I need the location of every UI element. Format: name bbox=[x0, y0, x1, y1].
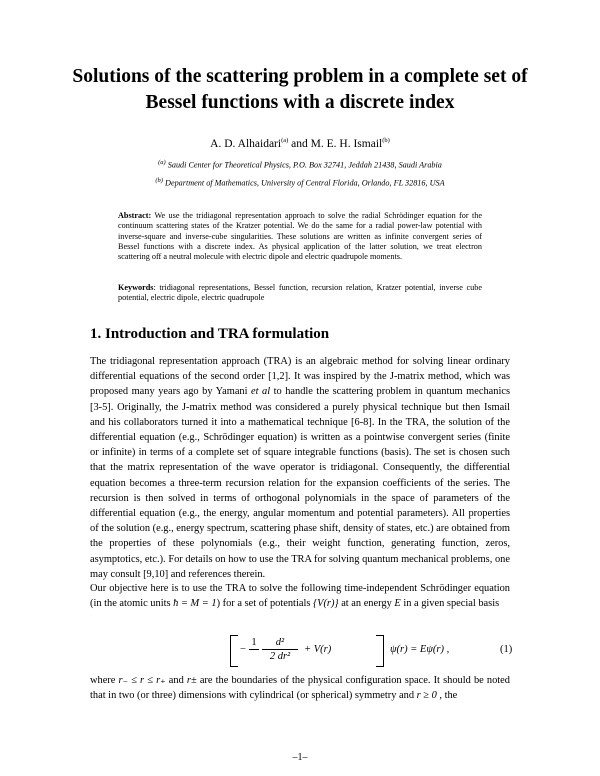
potential-set: {V(r)} bbox=[312, 598, 339, 610]
paragraph-2-text-b: ) for a set of potentials bbox=[216, 598, 313, 610]
author-1-mark: (a) bbox=[281, 137, 289, 144]
atomic-units: ħ = M = 1 bbox=[173, 598, 217, 610]
paragraph-3-text-b: and bbox=[165, 675, 187, 686]
paragraph-1-text-a: The tridiagonal representation approach (TRA) is an algebraic method for solving linear ordinary differential equations of the second order [1,2]. It was inspired by the J-matrix method, which was proposed many years ago by Yamani bbox=[90, 356, 510, 398]
affiliation-b-mark: (b) bbox=[155, 177, 163, 184]
energy-symbol: E bbox=[394, 598, 401, 610]
paragraph-2 bbox=[90, 581, 510, 611]
affiliation-b-text: Department of Mathematics, University of Central Florida, Orlando, FL 32816, USA bbox=[165, 178, 445, 188]
boundary-symbol: r± bbox=[186, 675, 197, 686]
affiliation-a-mark: (a) bbox=[158, 159, 166, 166]
eq-frac-d2-den: 2 dr² bbox=[269, 651, 291, 662]
keywords bbox=[118, 283, 482, 304]
eq-minus: − bbox=[240, 644, 246, 655]
equation-1 bbox=[230, 633, 530, 669]
paragraph-2-text-d: in a given special basis bbox=[400, 598, 500, 610]
author-1: A. D. Alhaidari bbox=[210, 137, 282, 150]
paragraph-3-text-c: are the boundaries of the physical configuration space. It should be noted that in two (or three) dimensions with cylindrical (or spherical) symmetry and bbox=[90, 675, 510, 702]
page-number: –1– bbox=[292, 752, 308, 763]
paper-title: Solutions of the scattering problem in a complete set of Bessel functions with a discrete index bbox=[72, 66, 528, 113]
paragraph-3 bbox=[90, 673, 510, 703]
section-heading: 1. Introduction and TRA formulation bbox=[90, 326, 330, 342]
author-2-mark: (b) bbox=[382, 137, 390, 144]
paragraph-2-text-a: Our objective here is to use the TRA to solve the following time-independent Schrödinger equation (in the atomic units bbox=[90, 583, 510, 610]
radial-condition: r ≥ 0 bbox=[416, 690, 437, 702]
left-bracket bbox=[230, 635, 238, 667]
abstract bbox=[118, 211, 482, 262]
eq-potential: + V(r) bbox=[304, 644, 332, 655]
abstract-text: We use the tridiagonal representation approach to solve the radial Schrödinger equation for the continuum scattering states of the Kratzer potential. We do the same for a radial power-law potential with inverse-square and inverse-cube singularities. These solutions are written as infinite convergent series of Bessel functions with a discrete index. As physical application of the latter solution, we treat electron scattering off a neutral molecule with electric dipole and electric quadrupole moments. bbox=[118, 211, 482, 262]
author-line bbox=[0, 137, 600, 150]
paragraph-1-etal: et al bbox=[251, 386, 271, 398]
paragraph-1 bbox=[90, 354, 510, 582]
author-and: and bbox=[288, 137, 311, 150]
keywords-label: Keywords bbox=[118, 283, 154, 292]
eq-frac-d2-num: d² bbox=[262, 636, 298, 650]
equation-number: (1) bbox=[500, 644, 513, 655]
eq-frac-half-num: 1 bbox=[249, 636, 259, 650]
affiliation-a bbox=[0, 159, 600, 170]
eq-frac-d2 bbox=[262, 636, 298, 663]
paragraph-3-text-a: where bbox=[90, 675, 119, 686]
paragraph-2-text-c: at an energy bbox=[338, 598, 395, 610]
author-2: M. E. H. Ismail bbox=[310, 137, 383, 150]
eq-frac-half bbox=[249, 636, 259, 650]
configuration-range: r₋ ≤ r ≤ r₊ bbox=[118, 675, 166, 686]
paragraph-3-text-d: , the bbox=[436, 690, 458, 702]
abstract-label: Abstract: bbox=[118, 211, 152, 220]
eq-rhs: ψ(r) = Eψ(r) , bbox=[390, 644, 450, 655]
right-bracket bbox=[376, 635, 384, 667]
keywords-text: : tridiagonal representations, Bessel function, recursion relation, Kratzer potential, inverse cube potential, electric dipole, electric quadrupole bbox=[118, 283, 482, 303]
affiliation-a-text: Saudi Center for Theoretical Physics, P.O. Box 32741, Jeddah 21438, Saudi Arabia bbox=[167, 160, 442, 170]
paragraph-1-text-b: to handle the scattering problem in quantum mechanics [3-5]. Originally, the J-matrix method was considered a purely physical technique but then Ismail and his collaborators turned it into a mathematical technique [6-8]. In the TRA, the solution of the differential equation (e.g., Schrödinger equation) is written as a pointwise convergent series (finite or infinite) in terms of a complete set of square integrable functions (basis). The set is chosen such that the matrix representation of the wave operator is tridiagonal. Consequently, the differential equation becomes a three-term recursion relation for the expansion coefficients of the series. The recursion is then solved in terms of orthogonal polynomials in the space of parameters of the differential equation (e.g., the energy, angular momentum and potential parameters). All properties of the solution (e.g., energy spectrum, scattering phase shift, density of states, etc.) are obtained from the properties of these polynomials (e.g., their weight function, generating function, zeros, asymptotics, etc.). For details on how to use the TRA for solving quantum mechanical problems, one may consult [9,10] and references therein. bbox=[90, 386, 510, 580]
affiliation-b bbox=[0, 177, 600, 188]
